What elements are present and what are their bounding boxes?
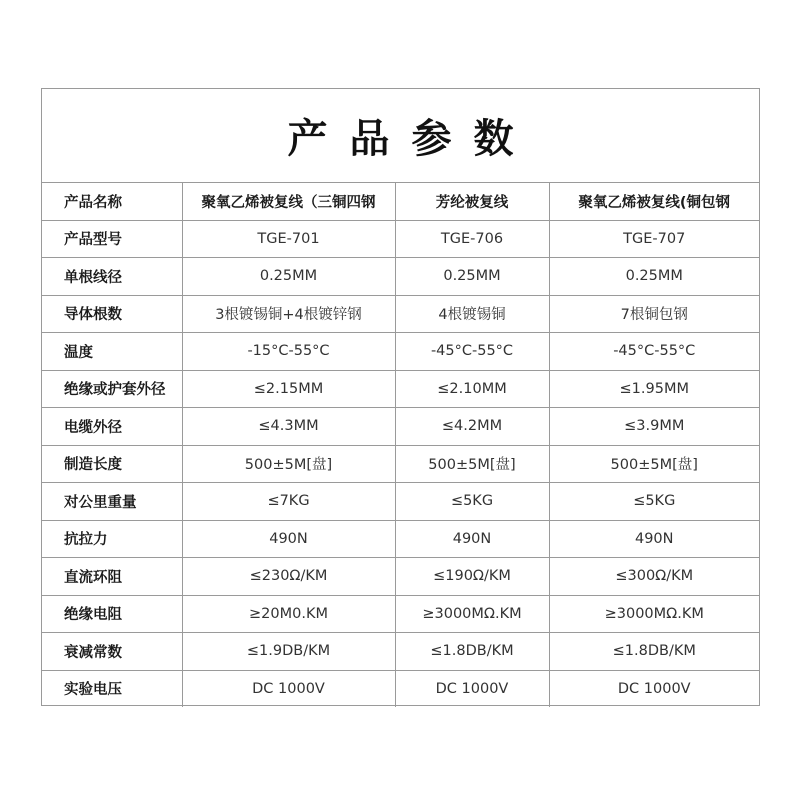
row-label: 产品型号 bbox=[42, 220, 182, 258]
spec-table bbox=[42, 183, 759, 707]
row-value-product-2: 500±5M[盘] bbox=[395, 445, 549, 483]
row-value-product-1: ≤2.15MM bbox=[182, 370, 395, 408]
row-label: 制造长度 bbox=[42, 445, 182, 483]
product-spec-card bbox=[41, 88, 760, 706]
row-value-product-1: 3根镀锡铜+4根镀锌钢 bbox=[182, 295, 395, 333]
row-value-product-1: -15°C-55°C bbox=[182, 333, 395, 371]
header-cell-product-3: 聚氧乙烯被复线(铜包钢 bbox=[549, 183, 759, 220]
row-value-product-1: ≤7KG bbox=[182, 483, 395, 521]
row-value-product-3: ≥3000MΩ.KM bbox=[549, 595, 759, 633]
row-value-product-3: -45°C-55°C bbox=[549, 333, 759, 371]
row-value-product-2: 490N bbox=[395, 520, 549, 558]
row-value-product-3: 0.25MM bbox=[549, 258, 759, 296]
row-label: 绝缘电阻 bbox=[42, 595, 182, 633]
row-label: 直流环阻 bbox=[42, 558, 182, 596]
row-value-product-3: TGE-707 bbox=[549, 220, 759, 258]
row-value-product-2: DC 1000V bbox=[395, 670, 549, 707]
table-row bbox=[42, 558, 759, 596]
row-value-product-2: ≤5KG bbox=[395, 483, 549, 521]
header-cell-label: 产品名称 bbox=[42, 183, 182, 220]
table-row bbox=[42, 220, 759, 258]
row-value-product-1: ≤4.3MM bbox=[182, 408, 395, 446]
row-label: 导体根数 bbox=[42, 295, 182, 333]
row-value-product-1: ≥20M0.KM bbox=[182, 595, 395, 633]
row-value-product-2: ≤1.8DB/KM bbox=[395, 633, 549, 671]
row-value-product-3: ≤5KG bbox=[549, 483, 759, 521]
row-value-product-2: 0.25MM bbox=[395, 258, 549, 296]
row-value-product-3: ≤300Ω/KM bbox=[549, 558, 759, 596]
table-row bbox=[42, 333, 759, 371]
row-label: 衰减常数 bbox=[42, 633, 182, 671]
row-value-product-1: DC 1000V bbox=[182, 670, 395, 707]
table-row bbox=[42, 595, 759, 633]
row-value-product-1: 490N bbox=[182, 520, 395, 558]
row-value-product-3: ≤1.8DB/KM bbox=[549, 633, 759, 671]
row-value-product-3: 7根铜包钢 bbox=[549, 295, 759, 333]
row-value-product-2: 4根镀锡铜 bbox=[395, 295, 549, 333]
row-value-product-2: ≤190Ω/KM bbox=[395, 558, 549, 596]
header-cell-product-1: 聚氧乙烯被复线（三铜四钢 bbox=[182, 183, 395, 220]
row-value-product-1: TGE-701 bbox=[182, 220, 395, 258]
row-label: 对公里重量 bbox=[42, 483, 182, 521]
table-row bbox=[42, 258, 759, 296]
row-label: 电缆外径 bbox=[42, 408, 182, 446]
row-value-product-1: ≤230Ω/KM bbox=[182, 558, 395, 596]
row-value-product-2: ≤2.10MM bbox=[395, 370, 549, 408]
table-row bbox=[42, 445, 759, 483]
row-value-product-2: ≥3000MΩ.KM bbox=[395, 595, 549, 633]
row-label: 实验电压 bbox=[42, 670, 182, 707]
table-row bbox=[42, 370, 759, 408]
table-row bbox=[42, 408, 759, 446]
row-value-product-3: ≤3.9MM bbox=[549, 408, 759, 446]
row-label: 绝缘或护套外径 bbox=[42, 370, 182, 408]
row-value-product-2: TGE-706 bbox=[395, 220, 549, 258]
page-title: 产品参数 bbox=[287, 116, 536, 162]
spec-table-body bbox=[42, 183, 759, 707]
row-label: 温度 bbox=[42, 333, 182, 371]
row-value-product-3: 490N bbox=[549, 520, 759, 558]
row-label: 单根线径 bbox=[42, 258, 182, 296]
row-value-product-3: ≤1.95MM bbox=[549, 370, 759, 408]
row-value-product-3: 500±5M[盘] bbox=[549, 445, 759, 483]
row-value-product-1: ≤1.9DB/KM bbox=[182, 633, 395, 671]
row-value-product-1: 0.25MM bbox=[182, 258, 395, 296]
row-label: 抗拉力 bbox=[42, 520, 182, 558]
table-header-row bbox=[42, 183, 759, 220]
table-row bbox=[42, 633, 759, 671]
row-value-product-3: DC 1000V bbox=[617, 680, 691, 697]
row-value-product-2: ≤4.2MM bbox=[395, 408, 549, 446]
table-row bbox=[42, 520, 759, 558]
row-value-product-2: -45°C-55°C bbox=[395, 333, 549, 371]
row-value-product-1: 500±5M[盘] bbox=[182, 445, 395, 483]
header-cell-product-2: 芳纶被复线 bbox=[395, 183, 549, 220]
table-row bbox=[42, 295, 759, 333]
table-row bbox=[42, 483, 759, 521]
table-row bbox=[42, 670, 759, 707]
title-row bbox=[42, 89, 759, 183]
